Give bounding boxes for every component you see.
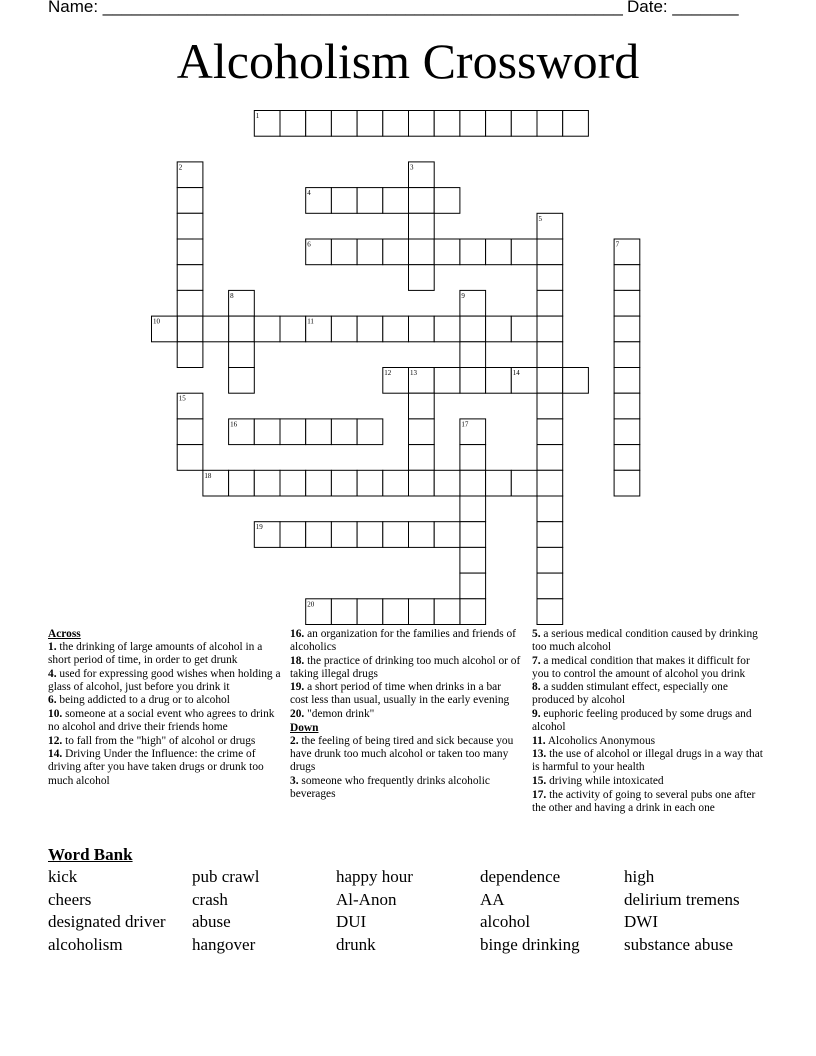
clue-number: 7. xyxy=(532,654,541,667)
grid-cell[interactable] xyxy=(383,522,409,548)
grid-cell[interactable] xyxy=(537,368,563,394)
grid-cell[interactable] xyxy=(537,599,563,625)
grid-cell[interactable] xyxy=(177,239,203,265)
grid-cell[interactable] xyxy=(177,419,203,445)
grid-cell[interactable] xyxy=(357,316,383,342)
down-clue xyxy=(290,735,522,774)
clue-text: used for expressing good wishes when holding a glass of alcohol, just before you drink it xyxy=(48,667,281,693)
clue-number: 16 xyxy=(230,420,238,429)
clue-text: the practice of drinking too much alcohol or of taking illegal drugs xyxy=(290,654,521,680)
grid-cell[interactable] xyxy=(357,599,383,625)
grid-cell[interactable] xyxy=(409,599,435,625)
grid-cell[interactable] xyxy=(409,522,435,548)
clue-text: the activity of going to several pubs one after the other and having a drink in each one xyxy=(532,788,756,814)
grid-cell[interactable] xyxy=(460,316,486,342)
grid-cell[interactable] xyxy=(460,573,486,599)
word-bank-item: substance abuse xyxy=(624,934,734,954)
grid-cell[interactable] xyxy=(409,470,435,496)
down-clue xyxy=(532,708,768,734)
grid-cell[interactable] xyxy=(409,239,435,265)
grid-cell[interactable] xyxy=(306,111,332,137)
clue-number: 10 xyxy=(153,317,160,326)
grid-cell[interactable] xyxy=(537,342,563,368)
grid-cell[interactable] xyxy=(331,419,357,445)
clue-number: 8 xyxy=(230,291,234,300)
grid-cell[interactable] xyxy=(460,342,486,368)
clue-number: 4 xyxy=(307,189,311,198)
grid-cell[interactable] xyxy=(460,368,486,394)
grid-cell[interactable] xyxy=(460,239,486,265)
grid-cell[interactable] xyxy=(460,496,486,522)
grid-cell[interactable] xyxy=(434,368,460,394)
grid-cell[interactable] xyxy=(409,445,435,471)
across-heading: Across xyxy=(48,628,81,640)
clue-text: the use of alcohol or illegal drugs in a way that is harmful to your health xyxy=(532,748,763,774)
clue-text: to fall from the "high" of alcohol or drugs xyxy=(62,734,256,747)
grid-cell[interactable] xyxy=(409,265,435,291)
grid-cell[interactable] xyxy=(409,213,435,239)
grid-cell[interactable] xyxy=(614,342,640,368)
grid-cell[interactable] xyxy=(306,522,332,548)
clue-text: the feeling of being tired and sick because you have drunk too much alcohol or taken too many drugs xyxy=(290,734,514,773)
grid-cell[interactable] xyxy=(280,111,306,137)
clue-text: a short period of time when drinks in a bar cost less than usual, usually in the early evening xyxy=(290,681,510,707)
clue-number: 9 xyxy=(461,291,465,300)
clue-text: a medical condition that makes it difficult for you to control the amount of alcohol you drink xyxy=(532,654,750,680)
grid-cell[interactable] xyxy=(357,111,383,137)
grid-cell[interactable] xyxy=(537,522,563,548)
grid-cell[interactable] xyxy=(486,470,512,496)
grid-cell[interactable] xyxy=(177,265,203,291)
name-field[interactable]: Name: _______________________________________________________ xyxy=(48,0,623,16)
grid-cell[interactable] xyxy=(486,368,512,394)
grid-cell[interactable] xyxy=(331,470,357,496)
grid-cell[interactable] xyxy=(460,470,486,496)
grid-cell[interactable] xyxy=(177,445,203,471)
word-bank-item: cheers xyxy=(48,889,92,909)
clue-number: 17. xyxy=(532,788,547,801)
across-clue xyxy=(290,681,522,707)
clue-number: 12. xyxy=(48,734,63,747)
grid-cell[interactable] xyxy=(537,419,563,445)
clues-column-3 xyxy=(532,628,768,815)
grid-cell[interactable] xyxy=(486,111,512,137)
grid-cell[interactable] xyxy=(537,290,563,316)
grid-cell[interactable] xyxy=(486,239,512,265)
down-clue xyxy=(532,775,768,788)
grid-cell[interactable] xyxy=(537,265,563,291)
clue-number: 10. xyxy=(48,708,63,721)
across-clue xyxy=(48,668,284,694)
grid-cell[interactable] xyxy=(306,470,332,496)
grid-cell[interactable] xyxy=(280,419,306,445)
grid-cell[interactable] xyxy=(203,316,229,342)
grid-cell[interactable] xyxy=(537,445,563,471)
word-bank-item: delirium tremens xyxy=(624,889,740,909)
grid-cell[interactable] xyxy=(177,316,203,342)
grid-cell[interactable] xyxy=(331,111,357,137)
word-bank-item: designated driver xyxy=(48,912,166,932)
clue-number: 5. xyxy=(532,628,541,640)
word-bank-item: kick xyxy=(48,867,78,886)
across-clue xyxy=(48,694,284,707)
grid-cell[interactable] xyxy=(357,419,383,445)
grid-cell[interactable] xyxy=(537,573,563,599)
grid-cell[interactable] xyxy=(177,290,203,316)
grid-cell[interactable] xyxy=(460,445,486,471)
clue-text: Alcoholics Anonymous xyxy=(545,734,656,747)
grid-cell[interactable] xyxy=(537,239,563,265)
clue-number: 4. xyxy=(48,667,57,680)
down-clue xyxy=(532,655,768,681)
page-title: Alcoholism Crossword xyxy=(176,33,640,89)
clue-number: 1. xyxy=(48,641,57,654)
grid-cell[interactable] xyxy=(383,599,409,625)
grid-cell[interactable] xyxy=(280,316,306,342)
grid-cell[interactable] xyxy=(563,368,589,394)
word-bank-item: AA xyxy=(480,889,505,909)
clue-number: 20 xyxy=(307,600,315,609)
grid-cell[interactable] xyxy=(254,470,280,496)
grid-cell[interactable] xyxy=(614,290,640,316)
clue-number: 20. xyxy=(290,708,305,721)
down-clue xyxy=(532,735,768,748)
grid-cell[interactable] xyxy=(460,547,486,573)
word-bank-item: alcoholism xyxy=(48,934,123,954)
grid-cell[interactable] xyxy=(331,188,357,214)
grid-cell[interactable] xyxy=(614,265,640,291)
grid-cell[interactable] xyxy=(331,239,357,265)
across-clue xyxy=(48,748,284,787)
clue-number: 8. xyxy=(532,681,541,694)
grid-cell[interactable] xyxy=(280,470,306,496)
clue-text: being addicted to a drug or to alcohol xyxy=(56,694,230,707)
clue-text: euphoric feeling produced by some drugs and alcohol xyxy=(532,708,752,734)
grid-cell[interactable] xyxy=(460,111,486,137)
grid-cell[interactable] xyxy=(614,368,640,394)
clue-number: 7 xyxy=(615,240,620,249)
clue-number: 12 xyxy=(384,369,392,377)
across-clue xyxy=(290,708,522,721)
grid-cell[interactable] xyxy=(434,599,460,625)
grid-cell[interactable] xyxy=(537,547,563,573)
grid-cell[interactable] xyxy=(306,419,332,445)
grid-cell[interactable] xyxy=(254,419,280,445)
clue-number: 1 xyxy=(255,112,260,120)
clue-number: 2. xyxy=(290,734,299,747)
clue-number: 16. xyxy=(290,628,305,640)
clue-number: 5 xyxy=(538,214,542,223)
grid-cell[interactable] xyxy=(409,419,435,445)
grid-cell[interactable] xyxy=(177,213,203,239)
clue-text: driving while intoxicated xyxy=(546,775,664,788)
grid-cell[interactable] xyxy=(537,496,563,522)
date-field[interactable]: Date: _______ xyxy=(627,0,739,16)
clue-number: 6 xyxy=(307,240,311,249)
clue-number: 11. xyxy=(532,734,546,747)
down-heading: Down xyxy=(290,721,319,734)
word-bank-item: DUI xyxy=(336,912,367,932)
grid-cell[interactable] xyxy=(383,316,409,342)
word-bank-title: Word Bank xyxy=(48,845,133,864)
grid-cell[interactable] xyxy=(614,419,640,445)
word-bank-item: DWI xyxy=(624,912,658,932)
grid-cell[interactable] xyxy=(280,522,306,548)
grid-cell[interactable] xyxy=(409,111,435,137)
grid-cell[interactable] xyxy=(383,188,409,214)
clue-number: 15 xyxy=(178,394,186,403)
clue-number: 14 xyxy=(512,369,520,377)
grid-cell[interactable] xyxy=(563,111,589,137)
grid-cell[interactable] xyxy=(434,111,460,137)
grid-cell[interactable] xyxy=(460,522,486,548)
clue-text: an organization for the families and friends of alcoholics xyxy=(290,628,516,654)
clues-column-1 xyxy=(48,628,284,788)
clue-text: Driving Under the Influence: the crime of driving after you have taken drugs or drunk too much alcohol xyxy=(48,748,264,787)
clue-number: 18 xyxy=(204,471,212,480)
clue-number: 18. xyxy=(290,654,305,667)
clue-text: the drinking of large amounts of alcohol in a short period of time, in order to get drunk xyxy=(48,641,263,667)
down-clue xyxy=(532,628,768,654)
grid-cell[interactable] xyxy=(254,316,280,342)
grid-cell[interactable] xyxy=(537,316,563,342)
across-clue xyxy=(290,628,522,654)
grid-cell[interactable] xyxy=(357,239,383,265)
grid-cell[interactable] xyxy=(177,188,203,214)
word-bank-item: binge drinking xyxy=(480,934,580,954)
clue-number: 2 xyxy=(178,163,183,172)
grid-cell[interactable] xyxy=(409,393,435,419)
word-bank-item: Al-Anon xyxy=(336,889,397,909)
grid-cell[interactable] xyxy=(229,470,255,496)
grid-cell[interactable] xyxy=(511,316,537,342)
across-clue xyxy=(48,735,284,748)
grid-cell[interactable] xyxy=(434,239,460,265)
grid-cell[interactable] xyxy=(434,470,460,496)
clue-number: 11 xyxy=(307,317,314,326)
grid-cell[interactable] xyxy=(614,316,640,342)
clue-number: 3 xyxy=(410,163,414,172)
grid-cell[interactable] xyxy=(537,111,563,137)
word-bank-item: drunk xyxy=(336,934,376,954)
grid-cell[interactable] xyxy=(434,522,460,548)
grid-cell[interactable] xyxy=(331,316,357,342)
grid-cell[interactable] xyxy=(511,239,537,265)
grid-cell[interactable] xyxy=(511,470,537,496)
word-bank-item: crash xyxy=(192,889,228,909)
grid-cell[interactable] xyxy=(409,188,435,214)
across-clue xyxy=(48,708,284,734)
grid-cell[interactable] xyxy=(383,470,409,496)
grid-cell[interactable] xyxy=(614,393,640,419)
clue-number: 9. xyxy=(532,708,541,721)
grid-cell[interactable] xyxy=(177,342,203,368)
down-clue xyxy=(532,789,768,815)
down-clue xyxy=(532,748,768,774)
clue-text: a serious medical condition caused by drinking too much alcohol xyxy=(532,628,758,654)
clue-number: 13. xyxy=(532,748,547,761)
grid-cell[interactable] xyxy=(229,342,255,368)
word-bank-item: high xyxy=(624,867,655,886)
grid-cell[interactable] xyxy=(357,470,383,496)
clue-number: 14. xyxy=(48,748,63,761)
word-bank-item: hangover xyxy=(192,934,256,954)
word-bank-item: pub crawl xyxy=(192,867,260,886)
grid-cell[interactable] xyxy=(486,316,512,342)
grid-cell[interactable] xyxy=(229,368,255,394)
grid-cell[interactable] xyxy=(460,599,486,625)
clues-column-2 xyxy=(290,628,522,801)
clue-text: someone at a social event who agrees to drink no alcohol and drive their friends home xyxy=(48,708,275,734)
grid-cell[interactable] xyxy=(409,316,435,342)
down-clue xyxy=(290,775,522,801)
grid-cell[interactable] xyxy=(229,316,255,342)
grid-cell[interactable] xyxy=(331,522,357,548)
word-bank-item: dependence xyxy=(480,867,561,886)
grid-cell[interactable] xyxy=(614,470,640,496)
grid-cell[interactable] xyxy=(434,188,460,214)
clue-number: 13 xyxy=(410,369,417,377)
clue-text: a sudden stimulant effect, especially one produced by alcohol xyxy=(532,681,728,707)
grid-cell[interactable] xyxy=(331,599,357,625)
grid-cell[interactable] xyxy=(383,239,409,265)
clue-text: "demon drink" xyxy=(304,708,375,721)
clue-number: 19 xyxy=(255,523,263,532)
word-bank-item: happy hour xyxy=(336,867,413,886)
clue-number: 6. xyxy=(48,694,57,707)
grid-cell[interactable] xyxy=(537,393,563,419)
word-bank-item: abuse xyxy=(192,912,231,932)
grid-cell[interactable] xyxy=(357,522,383,548)
grid-cell[interactable] xyxy=(614,445,640,471)
across-clue xyxy=(290,655,522,681)
clue-text: someone who frequently drinks alcoholic beverages xyxy=(290,774,490,800)
clue-number: 19. xyxy=(290,681,305,694)
clue-number: 17 xyxy=(461,420,469,429)
word-bank xyxy=(48,867,768,957)
grid-cell[interactable] xyxy=(383,111,409,137)
clue-number: 15. xyxy=(532,775,547,788)
grid-cell[interactable] xyxy=(434,316,460,342)
word-bank-item: alcohol xyxy=(480,912,531,932)
grid-cell[interactable] xyxy=(537,470,563,496)
clue-number: 3. xyxy=(290,774,299,787)
across-clue xyxy=(48,641,284,667)
grid-cell[interactable] xyxy=(511,111,537,137)
grid-cell[interactable] xyxy=(357,188,383,214)
down-clue xyxy=(532,681,768,707)
